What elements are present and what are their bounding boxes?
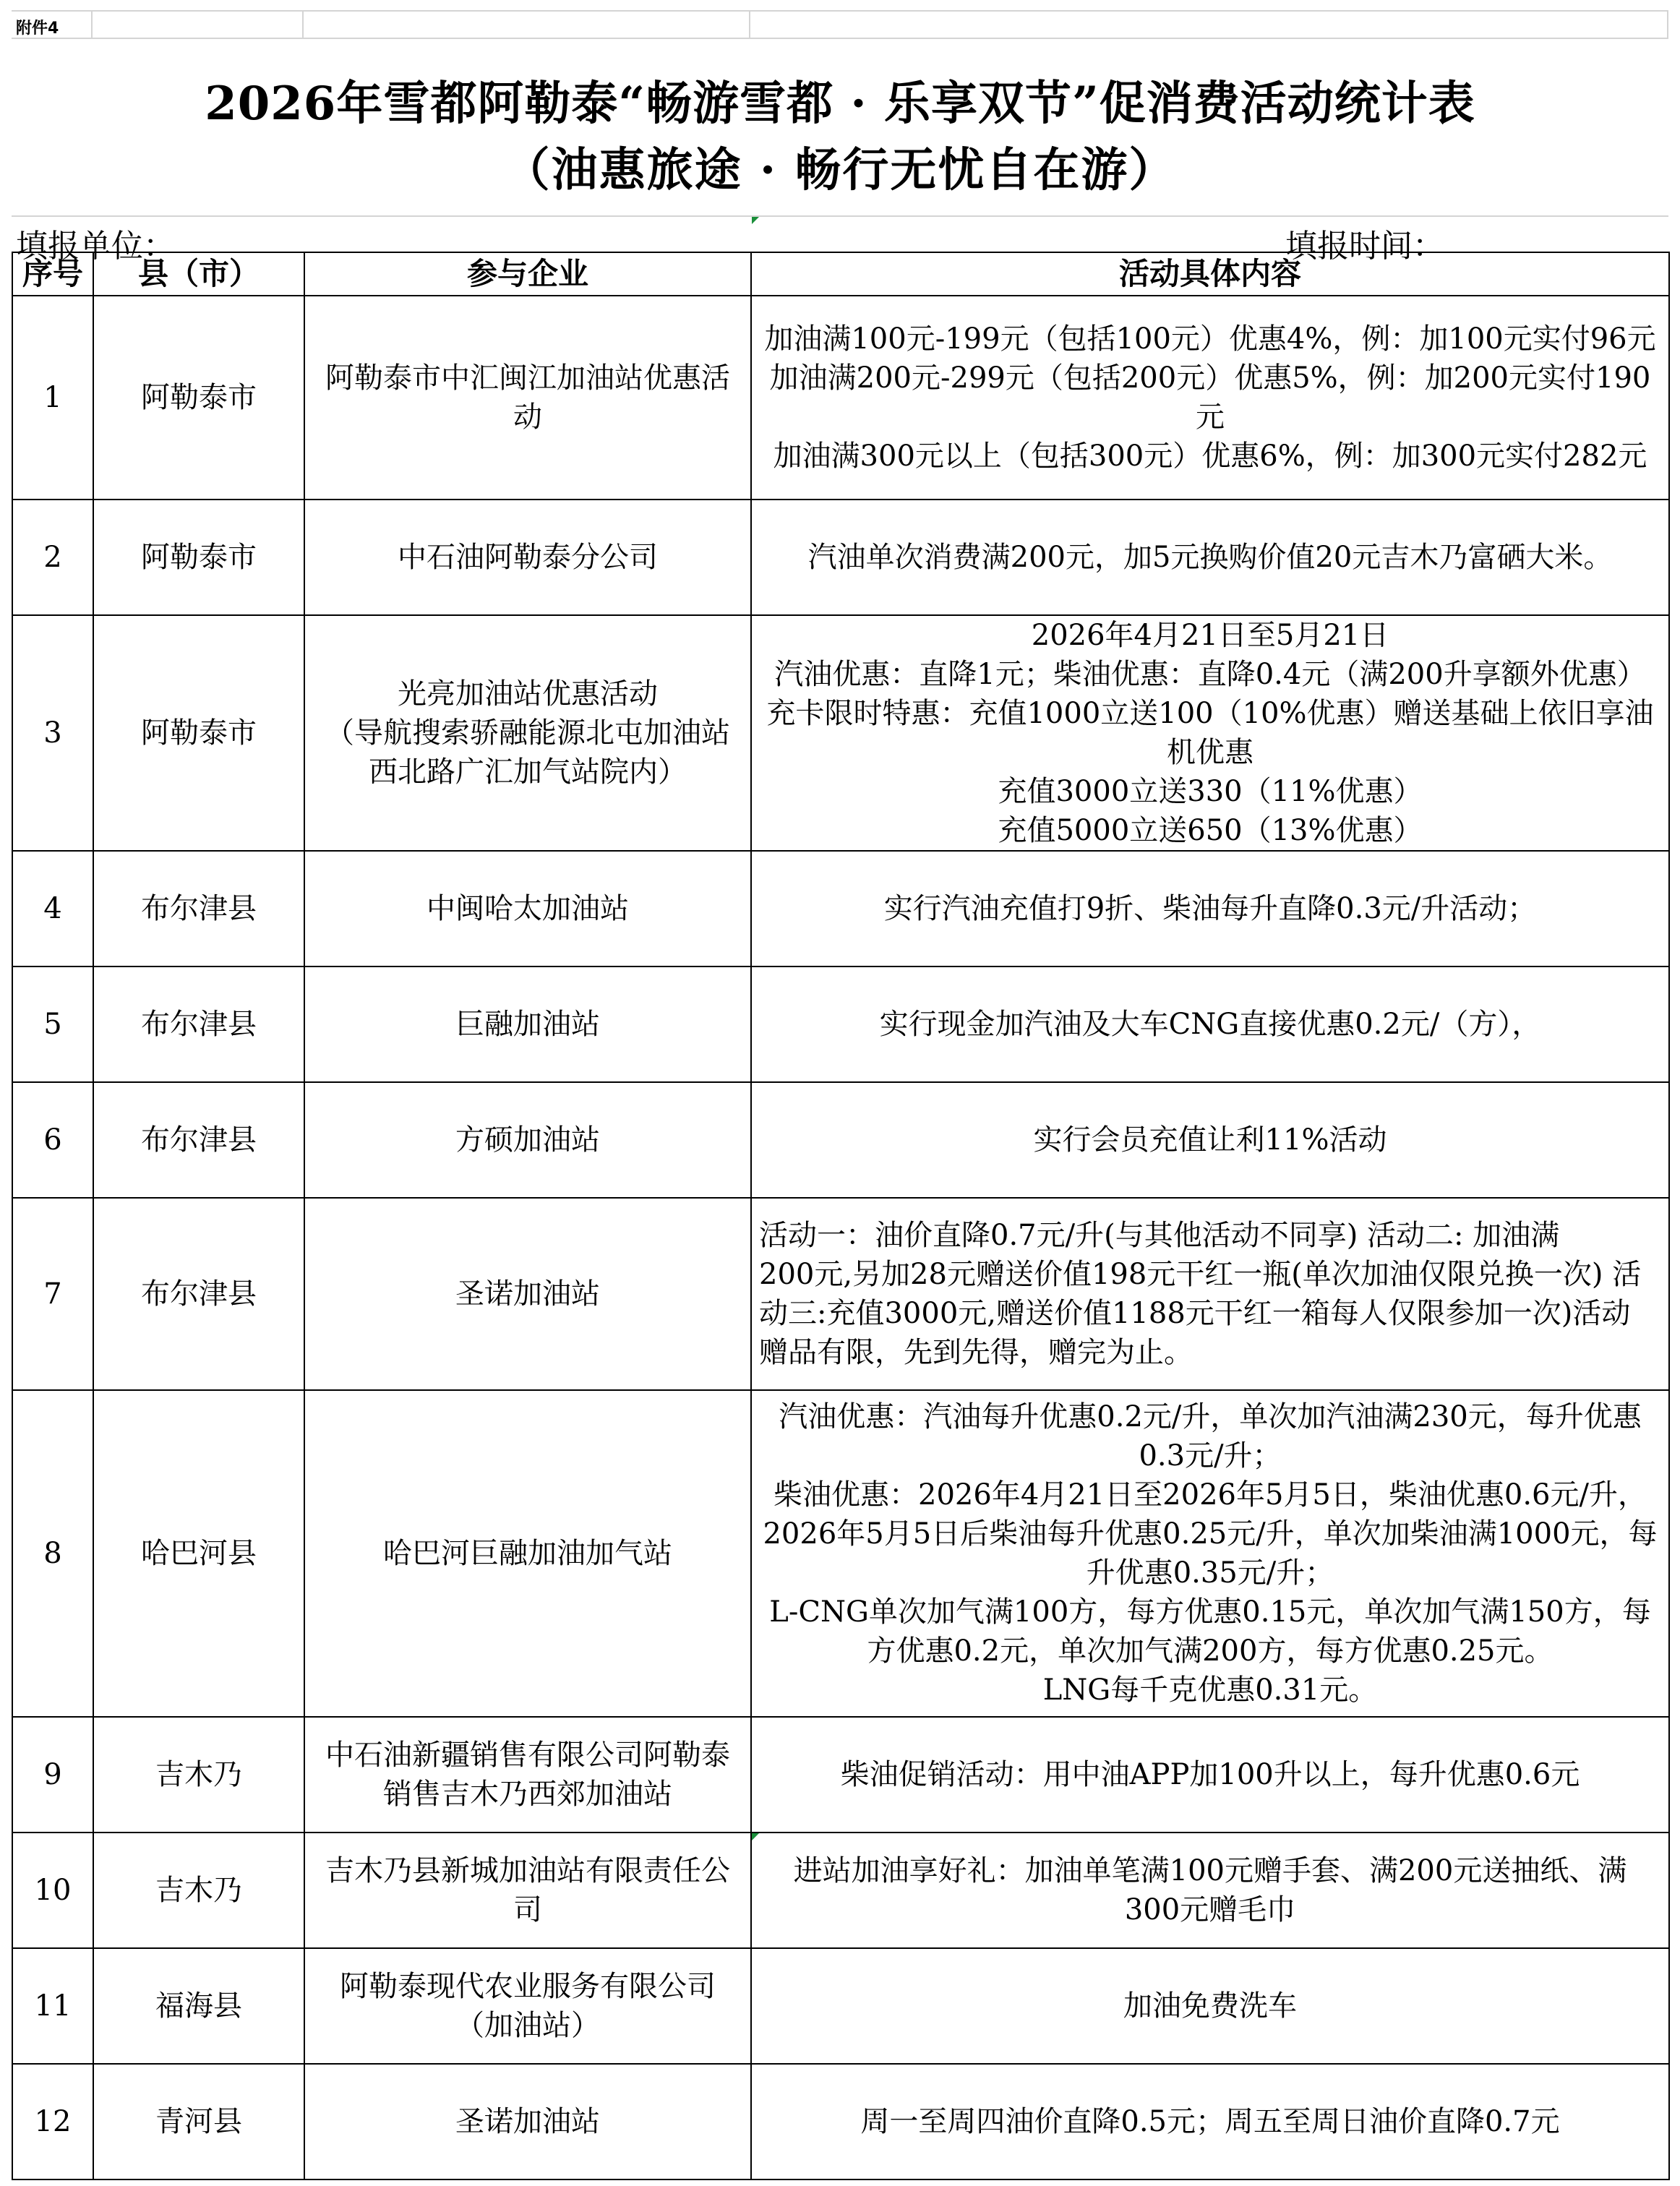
enterprise-line: 中闽哈太加油站 [427, 892, 629, 925]
row-no: 10 [12, 1833, 93, 1948]
row-content [751, 1948, 1669, 2064]
header-enterprise: 参与企业 [304, 252, 751, 296]
enterprise-line: 司 [513, 1893, 542, 1926]
content-line: 进站加油享好礼：加油单笔满100元赠手套、满200元送抽纸、满 [793, 1854, 1627, 1887]
row-content [751, 2064, 1669, 2179]
table-row [12, 1833, 1669, 1948]
grid-cell [304, 12, 750, 38]
content-line: 赠品有限，先到先得，赠完为止。 [759, 1336, 1193, 1369]
enterprise-line: 吉木乃县新城加油站有限责任公 [325, 1854, 730, 1887]
row-county: 青河县 [93, 2064, 304, 2179]
enterprise-line: 阿勒泰现代农业服务有限公司 [340, 1970, 716, 2003]
enterprise-line: 动 [513, 400, 542, 434]
content-line: 柴油促销活动：用中油APP加100升以上，每升优惠0.6元 [840, 1758, 1580, 1791]
content-line: 柴油优惠：2026年4月21日至2026年5月5日，柴油优惠0.6元/升， [773, 1478, 1647, 1512]
attachment-row [12, 10, 1668, 39]
row-enterprise [304, 615, 751, 851]
content-line: LNG每千克优惠0.31元。 [1042, 1673, 1378, 1707]
enterprise-line: （导航搜索骄融能源北屯加油站 [325, 716, 730, 750]
row-no: 6 [12, 1082, 93, 1198]
content-line: 活动一：油价直降0.7元/升(与其他活动不同享) 活动二: 加油满 [759, 1219, 1560, 1252]
row-enterprise [304, 1082, 751, 1198]
row-content [751, 851, 1669, 966]
row-county: 布尔津县 [93, 1198, 304, 1390]
table-row [12, 851, 1669, 966]
enterprise-line: 圣诺加油站 [455, 2105, 600, 2138]
row-county: 布尔津县 [93, 851, 304, 966]
row-enterprise [304, 296, 751, 500]
cell-comment-marker [752, 1833, 759, 1840]
row-enterprise [304, 1390, 751, 1717]
attachment-label: 附件4 [16, 20, 59, 38]
row-content [751, 296, 1669, 500]
table-row [12, 615, 1669, 851]
table-row [12, 1390, 1669, 1717]
grid-cell [750, 12, 1668, 38]
row-enterprise [304, 1948, 751, 2064]
enterprise-line: 光亮加油站优惠活动 [398, 677, 658, 711]
row-enterprise [304, 500, 751, 615]
content-line: 加油满200元-299元（包括200元）优惠5%，例：加200元实付190元 [769, 361, 1651, 434]
row-no: 7 [12, 1198, 93, 1390]
content-line: 机优惠 [1167, 736, 1253, 769]
content-line: 汽油优惠：汽油每升优惠0.2元/升，单次加汽油满230元，每升优惠 [779, 1400, 1642, 1433]
row-no: 12 [12, 2064, 93, 2179]
row-county: 阿勒泰市 [93, 615, 304, 851]
content-line: 加油免费洗车 [1123, 1989, 1297, 2023]
content-line: 加油满300元以上（包括300元）优惠6%，例：加300元实付282元 [773, 440, 1647, 473]
content-line: 2026年5月5日后柴油每升优惠0.25元/升，单次加柴油满1000元，每 [763, 1517, 1658, 1551]
table-row [12, 296, 1669, 500]
header-county: 县（市） [93, 252, 304, 296]
enterprise-line: 方硕加油站 [455, 1123, 600, 1157]
row-no: 2 [12, 500, 93, 615]
content-line: 动三:充值3000元,赠送价值1188元干红一箱每人仅限参加一次)活动 [759, 1297, 1631, 1330]
enterprise-line: 圣诺加油站 [455, 1277, 600, 1311]
row-county: 吉木乃 [93, 1833, 304, 1948]
content-line: 加油满100元-199元（包括100元）优惠4%，例：加100元实付96元 [764, 322, 1656, 356]
page-subtitle: （油惠旅途 · 畅行无忧自在游） [503, 143, 1177, 197]
row-county: 布尔津县 [93, 966, 304, 1082]
enterprise-line: 中石油阿勒泰分公司 [398, 541, 658, 574]
content-line: 实行汽油充值打9折、柴油每升直降0.3元/升活动； [883, 892, 1537, 925]
table-row [12, 500, 1669, 615]
table-row [12, 2064, 1669, 2179]
row-content [751, 1082, 1669, 1198]
table-header-row [12, 252, 1669, 296]
grid-cell [93, 12, 304, 38]
enterprise-line: 哈巴河巨融加油加气站 [383, 1537, 672, 1570]
row-county: 福海县 [93, 1948, 304, 2064]
row-no: 5 [12, 966, 93, 1082]
content-line: 汽油优惠：直降1元；柴油优惠：直降0.4元（满200升享额外优惠） [774, 658, 1646, 691]
content-line: 汽油单次消费满200元，加5元换购价值20元吉木乃富硒大米。 [807, 541, 1613, 574]
row-enterprise [304, 1198, 751, 1390]
fill-time-label: 填报时间： [1285, 228, 1444, 265]
table-row [12, 966, 1669, 1082]
row-content [751, 1390, 1669, 1717]
content-line: 周一至周四油价直降0.5元；周五至周日油价直降0.7元 [860, 2105, 1560, 2138]
content-line: 方优惠0.2元，单次加气满200方，每方优惠0.25元。 [867, 1634, 1553, 1668]
row-no: 8 [12, 1390, 93, 1717]
content-line: 实行会员充值让利11%活动 [1033, 1123, 1387, 1157]
header-no: 序号 [12, 252, 93, 296]
content-line: 300元赠毛巾 [1124, 1893, 1296, 1926]
row-content [751, 1833, 1669, 1948]
content-line: 200元,另加28元赠送价值198元干红一瓶(单次加油仅限兑换一次) 活 [759, 1258, 1642, 1291]
content-line: L-CNG单次加气满100方，每方优惠0.15元，单次加气满150方，每 [769, 1595, 1651, 1629]
row-no: 9 [12, 1717, 93, 1833]
cell-comment-marker [752, 217, 759, 224]
table-row [12, 1948, 1669, 2064]
row-enterprise [304, 2064, 751, 2179]
title-block [12, 39, 1668, 217]
row-enterprise [304, 1833, 751, 1948]
row-content [751, 966, 1669, 1082]
enterprise-line: 销售吉木乃西郊加油站 [383, 1778, 672, 1811]
row-county: 阿勒泰市 [93, 296, 304, 500]
enterprise-line: 西北路广汇加气站院内） [369, 755, 687, 789]
row-enterprise [304, 851, 751, 966]
row-no: 4 [12, 851, 93, 966]
content-line: 充值3000立送330（11%优惠） [998, 775, 1423, 808]
row-enterprise [304, 1717, 751, 1833]
enterprise-line: 中石油新疆销售有限公司阿勒泰 [325, 1739, 730, 1772]
enterprise-line: 巨融加油站 [455, 1008, 600, 1041]
table-row [12, 1082, 1669, 1198]
row-county: 阿勒泰市 [93, 500, 304, 615]
row-no: 1 [12, 296, 93, 500]
row-content [751, 615, 1669, 851]
row-county: 哈巴河县 [93, 1390, 304, 1717]
content-line: 实行现金加汽油及大车CNG直接优惠0.2元/（方）， [879, 1008, 1541, 1041]
content-line: 充卡限时特惠：充值1000立送100（10%优惠）赠送基础上依旧享油 [766, 697, 1654, 730]
fill-unit-label: 填报单位： [16, 228, 175, 265]
row-content [751, 500, 1669, 615]
row-enterprise [304, 966, 751, 1082]
enterprise-line: （加油站） [455, 2009, 600, 2042]
content-line: 充值5000立送650（13%优惠） [998, 814, 1423, 847]
content-line: 2026年4月21日至5月21日 [1031, 619, 1389, 652]
row-no: 11 [12, 1948, 93, 2064]
enterprise-line: 阿勒泰市中汇闽江加油站优惠活 [325, 361, 730, 395]
row-no: 3 [12, 615, 93, 851]
row-content [751, 1198, 1669, 1390]
activity-table [12, 252, 1670, 2180]
row-county: 吉木乃 [93, 1717, 304, 1833]
row-county: 布尔津县 [93, 1082, 304, 1198]
content-line: 0.3元/升； [1139, 1439, 1282, 1473]
row-content [751, 1717, 1669, 1833]
header-content: 活动具体内容 [751, 252, 1669, 296]
content-line: 升优惠0.35元/升； [1086, 1556, 1334, 1590]
table-row [12, 1198, 1669, 1390]
page-title: 2026年雪都阿勒泰“畅游雪都 · 乐享双节”促消费活动统计表 [205, 77, 1475, 131]
table-row [12, 1717, 1669, 1833]
